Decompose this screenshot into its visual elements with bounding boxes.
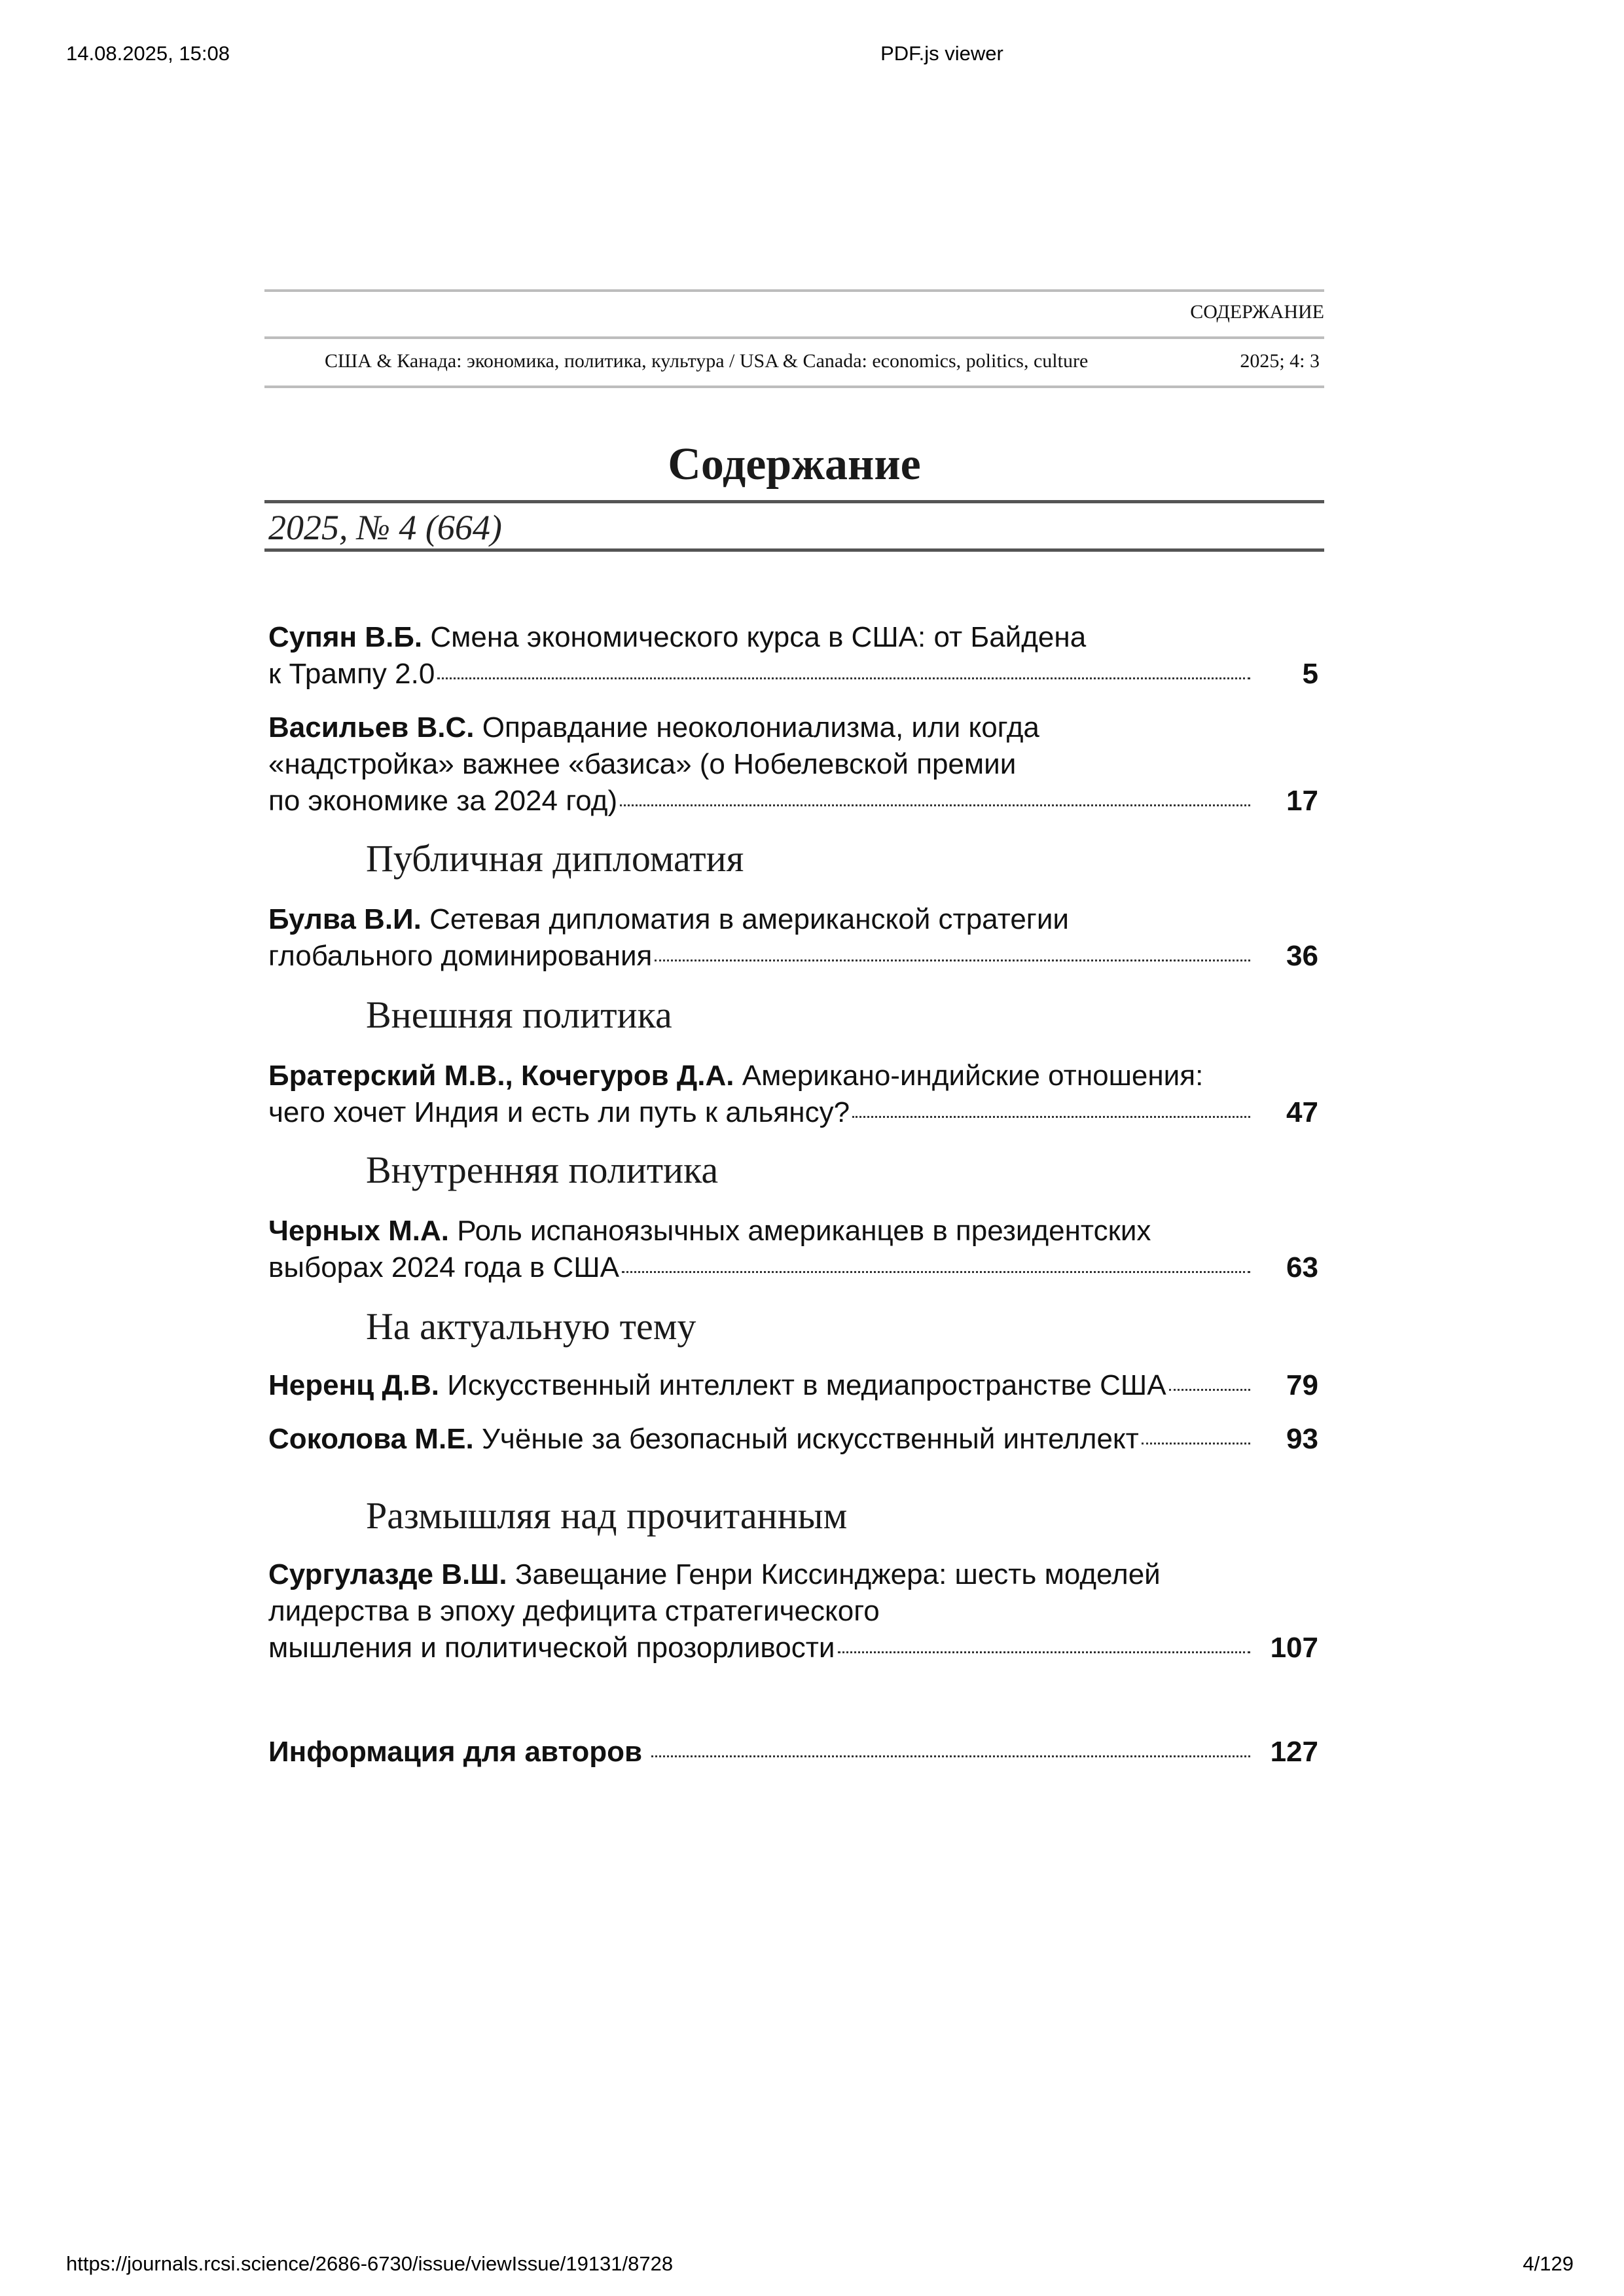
dot-leader	[1142, 1443, 1250, 1444]
entry-page-number[interactable]: 5	[1302, 658, 1318, 690]
toc-entry[interactable]	[268, 901, 1318, 975]
running-section-title: СОДЕРЖАНИЕ	[1190, 301, 1324, 323]
entry-title-line: глобального доминирования	[268, 940, 653, 972]
dot-leader	[622, 1271, 1250, 1273]
entry-title-line: Роль испаноязычных американцев в президентских	[457, 1215, 1151, 1247]
entry-page-number[interactable]: 17	[1286, 785, 1318, 817]
journal-name: США & Канада: экономика, политика, культура / USA & Canada: economics, politics, culture	[325, 350, 1089, 372]
entry-author: Братерский М.В., Кочегуров Д.А.	[268, 1060, 734, 1092]
entry-title-line: к Трампу 2.0	[268, 658, 435, 690]
dot-leader	[651, 1755, 1250, 1757]
dot-leader	[437, 677, 1250, 679]
header-rule-bottom	[264, 386, 1324, 388]
toc-entry[interactable]	[268, 1058, 1318, 1131]
print-datetime: 14.08.2025, 15:08	[66, 42, 230, 65]
header-rule-top	[264, 289, 1324, 292]
issue-rule	[264, 548, 1324, 552]
dot-leader	[1169, 1389, 1250, 1391]
entry-page-number[interactable]: 107	[1270, 1632, 1318, 1664]
entry-title-line: по экономике за 2024 год)	[268, 785, 618, 817]
toc-entry[interactable]	[268, 1367, 1318, 1404]
toc-entry[interactable]	[268, 709, 1318, 819]
entry-title-line: выборах 2024 года в США	[268, 1251, 619, 1283]
title-rule	[264, 500, 1324, 503]
toc-entry-author-info[interactable]	[268, 1734, 1318, 1770]
entry-author: Васильев В.С.	[268, 711, 475, 744]
section-heading: Внешняя политика	[366, 994, 672, 1036]
header-rule-middle	[264, 336, 1324, 339]
entry-title: Информация для авторов	[268, 1736, 643, 1768]
entry-title-line: мышления и политической прозорливости	[268, 1632, 835, 1664]
dot-leader	[620, 804, 1250, 806]
entry-title-line: лидерства в эпоху дефицита стратегического	[268, 1595, 880, 1627]
entry-author: Булва В.И.	[268, 903, 422, 935]
entry-page-number[interactable]: 79	[1286, 1369, 1318, 1401]
entry-author: Соколова М.Е.	[268, 1423, 474, 1455]
issue-number: 2025, № 4 (664)	[268, 508, 502, 547]
entry-page-number[interactable]: 63	[1286, 1251, 1318, 1283]
entry-title-line: «надстройка» важнее «базиса» (о Нобелевской премии	[268, 748, 1017, 780]
section-heading: Внутренняя политика	[366, 1149, 719, 1191]
entry-author: Супян В.Б.	[268, 621, 423, 653]
entry-title-line: Смена экономического курса в США: от Байдена	[430, 621, 1087, 653]
print-page-count: 4/129	[1523, 2252, 1574, 2275]
entry-author: Сургулазде В.Ш.	[268, 1558, 507, 1590]
entry-title-line: Завещание Генри Киссинджера: шесть моделей	[514, 1558, 1161, 1590]
entry-page-number[interactable]: 36	[1286, 940, 1318, 972]
entry-page-number[interactable]: 47	[1286, 1096, 1318, 1128]
entry-title-line: Американо-индийские отношения:	[742, 1060, 1204, 1092]
entry-title-line: Искусственный интеллект в медиапространстве США	[447, 1369, 1166, 1401]
section-heading: На актуальную тему	[366, 1305, 696, 1348]
print-url: https://journals.rcsi.science/2686-6730/issue/viewIssue/19131/8728	[66, 2252, 674, 2275]
toc-entry[interactable]	[268, 619, 1318, 692]
dot-leader	[655, 960, 1250, 961]
journal-citation: 2025; 4: 3	[1240, 350, 1320, 372]
entry-author: Неренц Д.В.	[268, 1369, 440, 1401]
entry-page-number[interactable]: 127	[1270, 1736, 1318, 1768]
print-title: PDF.js viewer	[880, 42, 1003, 65]
toc-entry[interactable]	[268, 1213, 1318, 1286]
dot-leader	[852, 1116, 1250, 1118]
entry-title-line: Оправдание неоколониализма, или когда	[482, 711, 1039, 744]
entry-page-number[interactable]: 93	[1286, 1423, 1318, 1455]
page-title: Содержание	[668, 439, 921, 490]
entry-author: Черных М.А.	[268, 1215, 449, 1247]
dot-leader	[838, 1651, 1251, 1653]
toc-entry[interactable]	[268, 1556, 1318, 1666]
toc-entry[interactable]	[268, 1421, 1318, 1458]
section-heading: Публичная дипломатия	[366, 837, 744, 880]
entry-title-line: Учёные за безопасный искусственный интеллект	[481, 1423, 1139, 1455]
section-heading: Размышляя над прочитанным	[366, 1494, 848, 1537]
entry-title-line: Сетевая дипломатия в американской стратегии	[429, 903, 1070, 935]
entry-title-line: чего хочет Индия и есть ли путь к альянсу?	[268, 1096, 850, 1128]
